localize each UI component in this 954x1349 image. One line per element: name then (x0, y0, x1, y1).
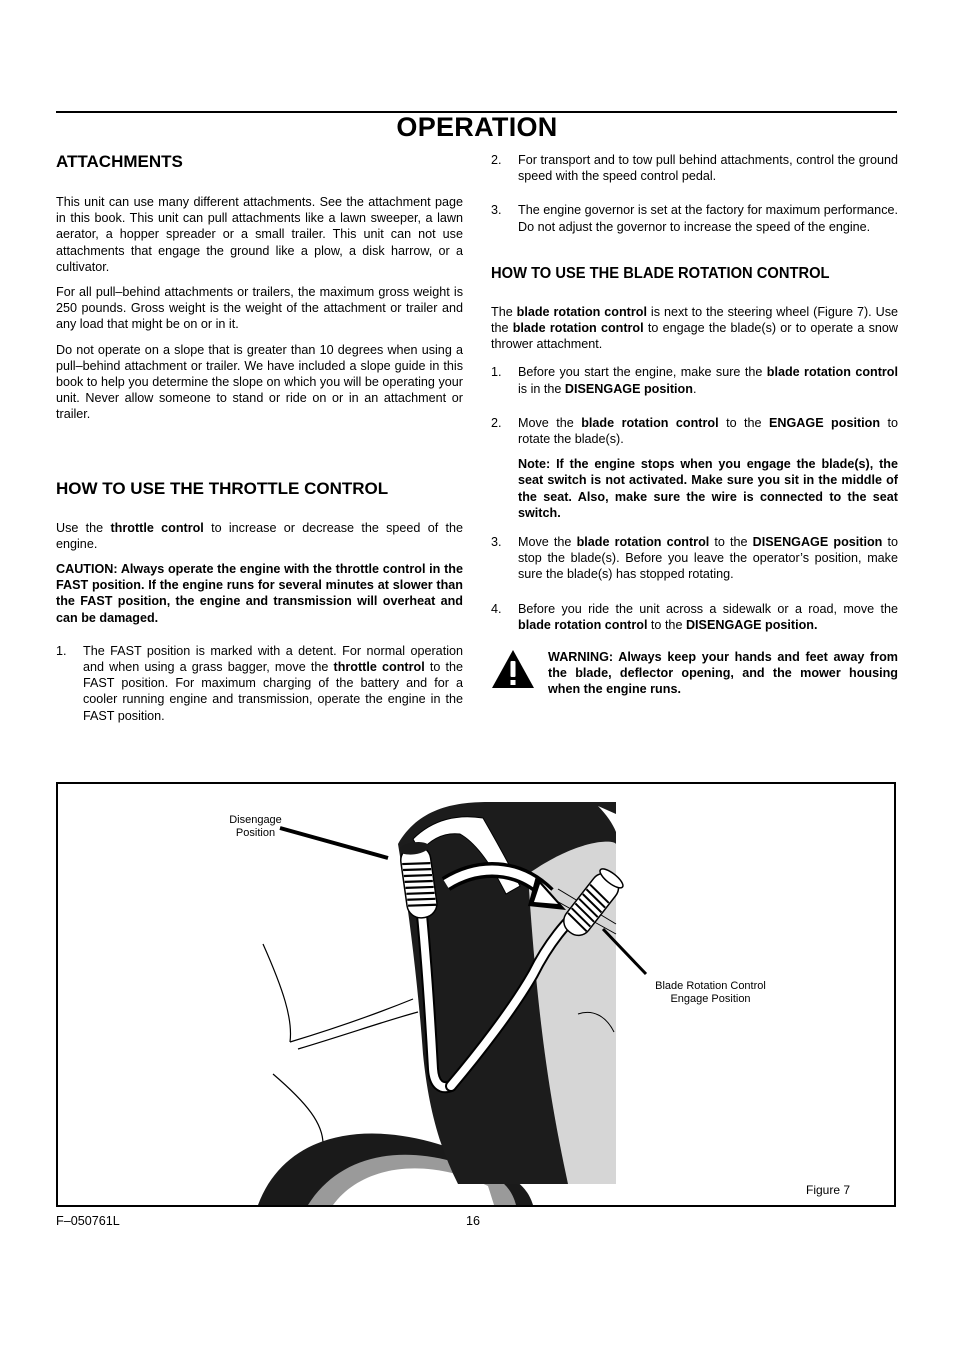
throttle-item-3: 3. The engine governor is set at the factory for maximum performance. Do not adjust the governor to increase the speed of the engine. (491, 203, 898, 234)
warning-text: WARNING: Always keep your hands and feet away from the blade, deflector opening, and the mower housing when the engine runs. (548, 650, 898, 697)
figure-7 (56, 782, 896, 1207)
attachments-paragraph-1: This unit can use many different attachments. See the attachment page in this book. This unit can pull attachments like a lawn sweeper, a lawn aerator, a hopper spreader or a small trailer. This unit can not use attachments that engage the ground like a plow, a disk harrow, or a cultivator. (56, 195, 463, 274)
throttle-heading: HOW TO USE THE THROTTLE CONTROL (56, 478, 389, 498)
blade-intro: The blade rotation control is next to the steering wheel (Figure 7). Use the blade rotation control to engage the blade(s) or to operate a snow thrower attachment. (491, 304, 899, 352)
throttle-item-2: 2. For transport and to tow pull behind attachments, control the ground speed with the speed control pedal. (491, 153, 898, 184)
throttle-caution: CAUTION: Always operate the engine with the throttle control in the FAST position. If the engine runs for several minutes at slower than the FAST position, the engine and transmission will overheat and can be damaged. (56, 562, 463, 625)
left-column (56, 152, 463, 724)
blade-note: Note: If the engine stops when you engage the blade(s), the seat switch is not activated. Make sure you sit in the middle of the seat. Also, make sure the wire is connected to the seat switch. (518, 457, 898, 520)
blade-item-3: 3. Move the blade rotation control to the DISENGAGE position to stop the blade(s). Before you leave the operator’s position, make sure the blade(s) has stopped rotating. (491, 535, 898, 582)
blade-warning (491, 649, 898, 698)
warning-triangle-icon (491, 649, 535, 689)
blade-heading: HOW TO USE THE BLADE ROTATION CONTROL (491, 264, 830, 282)
engage-label: Blade Rotation Control Engage Position (655, 980, 766, 1005)
right-column (491, 152, 898, 698)
attachments-paragraph-3: Do not operate on a slope that is greater than 10 degrees when using a pull–behind attachment or trailer. We have included a slope guide in this book to help you determine the slope on which you will be operating your unit. Never allow someone to stand or ride on or in an attachment or trailer. (56, 342, 463, 422)
footer-page-number: 16 (466, 1214, 481, 1228)
blade-item-4: 4. Before you ride the unit across a sidewalk or a road, move the blade rotation control to the DISENGAGE position. (491, 601, 898, 632)
figure-caption: Figure 7 (806, 1183, 851, 1197)
attachments-heading: ATTACHMENTS (56, 152, 183, 171)
disengage-label: Disengage Position (229, 814, 282, 839)
throttle-intro: Use the throttle control to increase or decrease the speed of the engine. (56, 520, 464, 551)
throttle-item-1: 1. The FAST position is marked with a detent. For normal operation and when using a grass bagger, move the throttle control to the FAST position. For maximum charging of the battery and for a cooler running engine and transmission, operate the engine in the FAST position. (56, 643, 464, 723)
page-title: OPERATION (396, 112, 558, 142)
attachments-paragraph-2: For all pull–behind attachments or trailers, the maximum gross weight is 250 pounds. Gross weight is the weight of the attachment or trailer and any load that might be on or in it. (56, 285, 463, 332)
footer-doc-id: F–050761L (56, 1214, 120, 1228)
blade-item-1: 1. Before you start the engine, make sure the blade rotation control is in the DISENGAGE position. (491, 365, 898, 396)
blade-item-2: 2. Move the blade rotation control to the ENGAGE position to rotate the blade(s). (491, 415, 898, 447)
